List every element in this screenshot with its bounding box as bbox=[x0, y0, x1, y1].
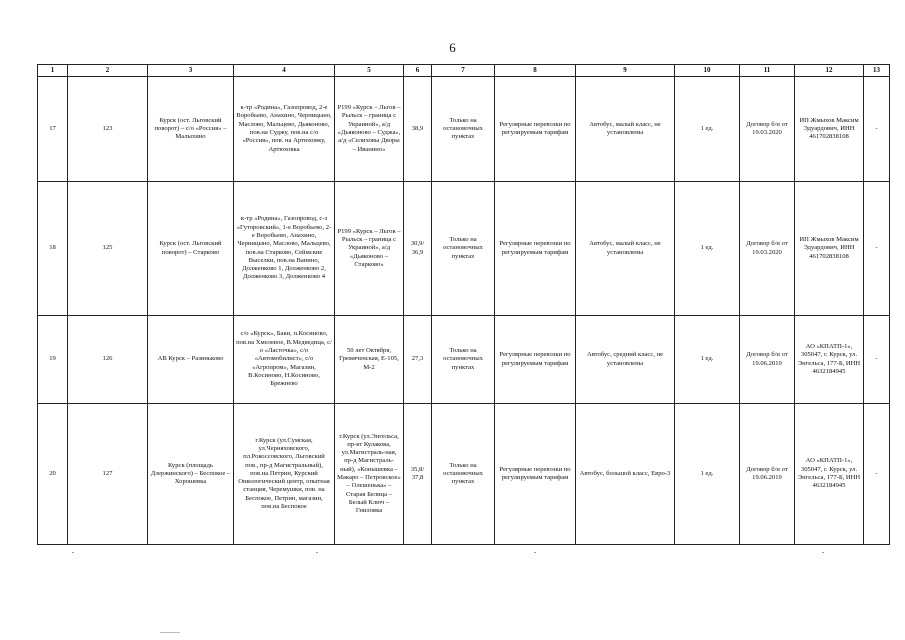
stop-policy: Только на остановочных пунктах bbox=[432, 182, 495, 316]
extra: - bbox=[864, 182, 890, 316]
transport-type: Регулярные перевозки по регулируемым тарифам bbox=[495, 316, 576, 404]
stops-list: к-тр «Родина», Газопровод, с-з «Гуторовский», 1-е Воробьево, 2-е Воробьево, Анахино, Черницыно, Маслово, Мальцево, пов.на Старково, Сеймские Выселки, пов.на Ванино, Долженково 1, Долженково 2, Долженково 3, Долженково 4 bbox=[234, 182, 335, 316]
header-cell: 7 bbox=[432, 65, 495, 77]
route-length: 38,9 bbox=[404, 77, 432, 182]
table-row bbox=[38, 77, 890, 182]
scan-artifact-dots bbox=[0, 552, 905, 558]
header-cell: 10 bbox=[675, 65, 740, 77]
stop-policy: Только на остановочных пунктах bbox=[432, 316, 495, 404]
stop-policy: Только на остановочных пунктах bbox=[432, 77, 495, 182]
column-number-row bbox=[38, 65, 890, 77]
roads-list: Р199 «Курск – Льгов – Рыльск – граница с Украиной», а/д «Дьяконово – Суджа», а/д «Селиховы Дворы – Иванино» bbox=[335, 77, 404, 182]
route-number: 126 bbox=[68, 316, 148, 404]
scan-artifact-line bbox=[160, 632, 180, 633]
header-cell: 8 bbox=[495, 65, 576, 77]
stop-policy: Только на остановочных пунктах bbox=[432, 404, 495, 545]
extra: - bbox=[864, 77, 890, 182]
header-cell: 6 bbox=[404, 65, 432, 77]
transport-type: Регулярные перевозки по регулируемым тарифам bbox=[495, 404, 576, 545]
route-name: Курск (площадь Дзержинского) – Беспокое – Хорошевка bbox=[148, 404, 234, 545]
route-name: АВ Курск – Разиньково bbox=[148, 316, 234, 404]
roads-list: г.Курск (ул.Энгельса, пр-кт Кулакова, ул.Магистраль-ная, пр-д Магистраль-ный), «Конышевка – Макаро – Петровское» – Олешенька» – Старая Белица – Белый Ключ – Гниловка bbox=[335, 404, 404, 545]
row-index: 20 bbox=[38, 404, 68, 545]
extra: - bbox=[864, 316, 890, 404]
scan-dot bbox=[534, 552, 536, 553]
contract: Договор б/н от 19.06.2019 bbox=[740, 404, 795, 545]
carrier: ИП Жмыхов Максим Эдуардович, ИНН 461702838108 bbox=[795, 77, 864, 182]
header-cell: 5 bbox=[335, 65, 404, 77]
row-index: 17 bbox=[38, 77, 68, 182]
vehicle-class: Автобус, малый класс, не установлены bbox=[576, 77, 675, 182]
carrier: АО «КПАТП-1», 305047, г. Курск, ул. Энгельса, 177-Б, ИНН 4632184945 bbox=[795, 316, 864, 404]
header-cell: 9 bbox=[576, 65, 675, 77]
header-cell: 3 bbox=[148, 65, 234, 77]
extra: - bbox=[864, 404, 890, 545]
header-cell: 1 bbox=[38, 65, 68, 77]
transport-type: Регулярные перевозки по регулируемым тарифам bbox=[495, 77, 576, 182]
vehicle-count: 1 ед. bbox=[675, 316, 740, 404]
route-registry-table bbox=[37, 64, 890, 545]
scan-dot bbox=[72, 552, 74, 553]
route-number: 127 bbox=[68, 404, 148, 545]
header-cell: 4 bbox=[234, 65, 335, 77]
row-index: 19 bbox=[38, 316, 68, 404]
stops-list: с/о «Курск», Баки, п.Косиново, пов.на Хмелевое, В.Медведица, с/о «Ласточка», с/о «Автомобилист», с/о «Агропром», Магазин, В.Косиново, Н.Косиново, Брежнево bbox=[234, 316, 335, 404]
header-cell: 13 bbox=[864, 65, 890, 77]
contract: Договор б/н от 19.06.2019 bbox=[740, 316, 795, 404]
contract: Договор б/н от 19.03.2020 bbox=[740, 77, 795, 182]
roads-list: Р199 «Курск – Льгов – Рыльск – граница с Украиной», а/д «Дьяконово – Старково» bbox=[335, 182, 404, 316]
vehicle-class: Автобус, средний класс, не установлены bbox=[576, 316, 675, 404]
route-number: 125 bbox=[68, 182, 148, 316]
vehicle-count: 1 ед. bbox=[675, 404, 740, 545]
table-row bbox=[38, 182, 890, 316]
table-row bbox=[38, 316, 890, 404]
route-number: 123 bbox=[68, 77, 148, 182]
carrier: АО «КПАТП-1», 305047, г. Курск, ул. Энгельса, 177-Б, ИНН 4632184945 bbox=[795, 404, 864, 545]
row-index: 18 bbox=[38, 182, 68, 316]
scan-dot bbox=[316, 552, 318, 553]
vehicle-count: 1 ед. bbox=[675, 77, 740, 182]
header-cell: 11 bbox=[740, 65, 795, 77]
route-length: 30,9/ 36,9 bbox=[404, 182, 432, 316]
route-name: Курск (ост. Льговский поворот) – с/о «Россия» – Малыхино bbox=[148, 77, 234, 182]
route-length: 27,3 bbox=[404, 316, 432, 404]
carrier: ИП Жмыхов Максим Эдуардович, ИНН 461702838108 bbox=[795, 182, 864, 316]
contract: Договор б/н от 19.03.2020 bbox=[740, 182, 795, 316]
vehicle-class: Автобус, малый класс, не установлены bbox=[576, 182, 675, 316]
table-row bbox=[38, 404, 890, 545]
stops-list: г.Курск (ул.Сумская, ул.Черняховского, пл.Рокоссовского, Льговский пов., пр-д Магистральный), пов.на Петрин, Курский Онкологический центр, опытная станция, Черемушки, пов. на Беспокое, Петрин, магазин, пов.на Беспокое bbox=[234, 404, 335, 545]
scan-dot bbox=[822, 552, 824, 553]
route-name: Курск (ост. Льговский поворот) – Старково bbox=[148, 182, 234, 316]
transport-type: Регулярные перевозки по регулируемым тарифам bbox=[495, 182, 576, 316]
roads-list: 50 лет Октября, Гремяченская, Е-105, М-2 bbox=[335, 316, 404, 404]
vehicle-class: Автобус, большой класс, Евро-3 bbox=[576, 404, 675, 545]
header-cell: 12 bbox=[795, 65, 864, 77]
route-length: 35,8/ 37,8 bbox=[404, 404, 432, 545]
header-cell: 2 bbox=[68, 65, 148, 77]
page-number: 6 bbox=[449, 40, 456, 55]
vehicle-count: 1 ед. bbox=[675, 182, 740, 316]
stops-list: к-тр «Родина», Газопровод, 2-е Воробьево, Анахино, Черницыно, Маслово, Мальцево, Дьяконово, пов.на Суджу, пов.на с/о «Россия», пов. на Артюховку, Артюховка bbox=[234, 77, 335, 182]
